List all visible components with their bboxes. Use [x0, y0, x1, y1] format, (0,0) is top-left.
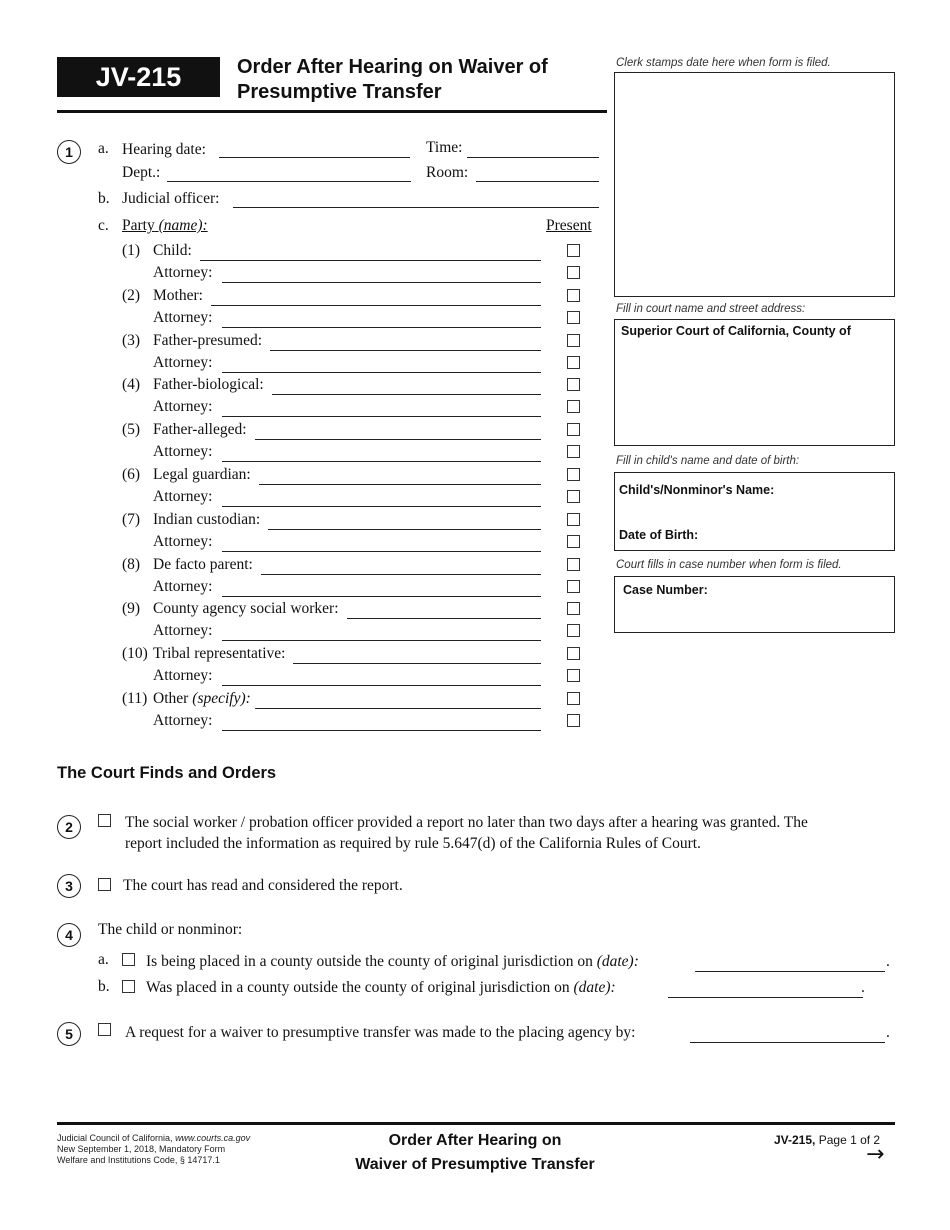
attorney-present-checkbox[interactable] — [567, 445, 580, 458]
child-caption: Fill in child's name and date of birth: — [616, 455, 800, 467]
footer-revision: New September 1, 2018, Mandatory Form — [57, 1144, 226, 1154]
form-title — [237, 55, 597, 105]
dob-label: Date of Birth: — [619, 528, 699, 542]
party-label — [153, 287, 207, 305]
party-present-checkbox[interactable] — [567, 602, 580, 615]
item-4-text: The child or nonminor: — [98, 921, 243, 938]
court-name-box[interactable] — [614, 319, 895, 446]
party-label-text: Child: — [153, 242, 192, 259]
party-label-text: Legal guardian: — [153, 466, 251, 483]
party-name-field[interactable] — [255, 708, 541, 709]
party-number: (5) — [122, 421, 141, 438]
time-field[interactable] — [467, 157, 599, 158]
party-number: (2) — [122, 287, 141, 304]
attorney-name-field[interactable] — [222, 282, 541, 283]
party-number: (11) — [122, 690, 148, 707]
item-4b-period: . — [861, 979, 865, 996]
party-label-text: Indian custodian: — [153, 511, 261, 528]
case-number-box[interactable] — [614, 576, 895, 633]
party-number: (8) — [122, 556, 141, 573]
present-header: Present — [546, 217, 592, 234]
attorney-name-field[interactable] — [222, 596, 541, 597]
item-5-field[interactable] — [690, 1042, 885, 1043]
party-label-text: Father-alleged: — [153, 421, 247, 438]
attorney-label: Attorney: — [153, 354, 213, 371]
item-4a-period: . — [886, 953, 890, 970]
party-present-checkbox[interactable] — [567, 378, 580, 391]
header-rule — [57, 110, 607, 113]
footer-council: Judicial Council of California, www.courts.ca.gov — [57, 1133, 251, 1143]
party-number: (7) — [122, 511, 141, 528]
attorney-label: Attorney: — [153, 712, 213, 729]
item-4a-date-field[interactable] — [695, 971, 885, 972]
party-number: (1) — [122, 242, 141, 259]
item-5-checkbox[interactable] — [98, 1023, 111, 1036]
section-title: The Court Finds and Orders — [57, 764, 277, 782]
party-present-checkbox[interactable] — [567, 558, 580, 571]
attorney-label: Attorney: — [153, 398, 213, 415]
attorney-name-field[interactable] — [222, 730, 541, 731]
form-title-line2: Presumptive Transfer — [237, 81, 442, 103]
party-specify-hint: (specify): — [192, 690, 251, 707]
party-label-text: County agency social worker: — [153, 600, 339, 617]
item-4a-text: Is being placed in a county outside the county of original jurisdiction on (date): — [146, 953, 639, 970]
party-name-field[interactable] — [259, 484, 541, 485]
item-5-text: A request for a waiver to presumptive transfer was made to the placing agency by: — [125, 1024, 636, 1041]
party-name-field[interactable] — [211, 305, 541, 306]
party-label — [153, 690, 251, 708]
attorney-present-checkbox[interactable] — [567, 356, 580, 369]
attorney-present-checkbox[interactable] — [567, 714, 580, 727]
attorney-present-checkbox[interactable] — [567, 266, 580, 279]
party-name-field[interactable] — [347, 618, 541, 619]
dept-field[interactable] — [167, 181, 411, 182]
party-label-text: Other — [153, 690, 189, 707]
party-label-text: De facto parent: — [153, 556, 253, 573]
item-4b-letter: b. — [98, 978, 110, 995]
hearing-date-field[interactable] — [219, 157, 410, 158]
party-name-field[interactable] — [261, 574, 541, 575]
item-1-number: 1 — [57, 140, 81, 164]
clerk-stamp-box — [614, 72, 895, 297]
party-label-text: Tribal representative: — [153, 645, 286, 662]
party-name-field[interactable] — [268, 529, 541, 530]
attorney-name-field[interactable] — [222, 327, 541, 328]
attorney-label: Attorney: — [153, 622, 213, 639]
clerk-stamp-caption: Clerk stamps date here when form is filed. — [616, 57, 831, 69]
attorney-name-field[interactable] — [222, 506, 541, 507]
item-2-line2: report included the information as required by rule 5.647(d) of the California Rules of Court. — [125, 835, 701, 852]
item-1c-letter: c. — [98, 217, 109, 234]
footer-page-info — [774, 1133, 880, 1147]
item-3-text: The court has read and considered the report. — [123, 877, 403, 894]
attorney-label: Attorney: — [153, 264, 213, 281]
footer-title — [300, 1129, 650, 1177]
footer-page-number: Page 1 of 2 — [818, 1133, 881, 1147]
item-2-number: 2 — [57, 815, 81, 839]
attorney-name-field[interactable] — [222, 416, 541, 417]
attorney-present-checkbox[interactable] — [567, 624, 580, 637]
attorney-name-field[interactable] — [222, 551, 541, 552]
item-5-period: . — [886, 1024, 890, 1041]
party-header: Party (name): — [122, 217, 208, 234]
item-4a-checkbox[interactable] — [122, 953, 135, 966]
form-id-badge — [57, 57, 220, 97]
room-label: Room: — [426, 164, 469, 181]
attorney-present-checkbox[interactable] — [567, 311, 580, 324]
item-4b-text: Was placed in a county outside the county of original jurisdiction on (date): — [146, 979, 616, 996]
footer-statute: Welfare and Institutions Code, § 14717.1 — [57, 1155, 220, 1165]
footer-form-id: JV-215, — [774, 1133, 816, 1147]
attorney-present-checkbox[interactable] — [567, 490, 580, 503]
party-label-text: Father-biological: — [153, 376, 264, 393]
party-present-checkbox[interactable] — [567, 423, 580, 436]
attorney-name-field[interactable] — [222, 640, 541, 641]
party-name-hint: (name): — [158, 217, 208, 234]
party-name-field[interactable] — [270, 350, 541, 351]
attorney-present-checkbox[interactable] — [567, 400, 580, 413]
item-1b-letter: b. — [98, 190, 110, 207]
party-label — [153, 242, 196, 260]
case-number-label: Case Number: — [623, 583, 708, 597]
item-4a-letter: a. — [98, 951, 109, 968]
item-4b-date-hint: (date): — [573, 979, 616, 996]
party-present-checkbox[interactable] — [567, 692, 580, 705]
party-number: (6) — [122, 466, 141, 483]
footer-website[interactable]: www.courts.ca.gov — [175, 1133, 251, 1143]
form-id: JV-215 — [95, 61, 182, 92]
child-name-label: Child's/Nonminor's Name: — [619, 483, 775, 497]
party-label — [153, 556, 257, 574]
party-label-text: Father-presumed: — [153, 332, 263, 349]
attorney-name-field[interactable] — [222, 372, 541, 373]
party-present-checkbox[interactable] — [567, 244, 580, 257]
party-number: (3) — [122, 332, 141, 349]
attorney-present-checkbox[interactable] — [567, 535, 580, 548]
item-3-checkbox[interactable] — [98, 878, 111, 891]
party-present-checkbox[interactable] — [567, 513, 580, 526]
item-4-number: 4 — [57, 923, 81, 947]
party-name-field[interactable] — [200, 260, 541, 261]
party-label — [153, 645, 289, 663]
footer-left — [57, 1133, 250, 1166]
hearing-date-label: Hearing date: — [122, 141, 206, 158]
item-4b-date-field[interactable] — [668, 997, 863, 998]
item-4b-checkbox[interactable] — [122, 980, 135, 993]
case-caption: Court fills in case number when form is filed. — [616, 559, 842, 571]
time-label: Time: — [426, 139, 463, 156]
party-label — [153, 511, 264, 529]
attorney-name-field[interactable] — [222, 461, 541, 462]
party-present-checkbox[interactable] — [567, 334, 580, 347]
attorney-label: Attorney: — [153, 488, 213, 505]
footer-title-line1: Order After Hearing on — [388, 1132, 562, 1149]
attorney-name-field[interactable] — [222, 685, 541, 686]
party-name-field[interactable] — [272, 394, 541, 395]
child-info-box[interactable] — [614, 472, 895, 551]
party-label — [153, 600, 343, 618]
party-name-field[interactable] — [255, 439, 541, 440]
court-name-label: Superior Court of California, County of — [621, 324, 851, 338]
attorney-label: Attorney: — [153, 309, 213, 326]
attorney-label: Attorney: — [153, 443, 213, 460]
judicial-officer-field[interactable] — [233, 207, 599, 208]
form-title-line1: Order After Hearing on Waiver of — [237, 56, 548, 78]
party-label — [153, 332, 266, 350]
party-label — [153, 466, 255, 484]
party-present-checkbox[interactable] — [567, 468, 580, 481]
party-number: (9) — [122, 600, 141, 617]
party-present-checkbox[interactable] — [567, 647, 580, 660]
item-3-number: 3 — [57, 874, 81, 898]
footer-title-line2: Waiver of Presumptive Transfer — [355, 1156, 595, 1173]
party-label — [153, 376, 268, 394]
room-field[interactable] — [476, 181, 599, 182]
item-4a-date-hint: (date): — [596, 953, 639, 970]
judicial-officer-label: Judicial officer: — [122, 190, 220, 207]
party-name-field[interactable] — [293, 663, 541, 664]
dept-label: Dept.: — [122, 164, 161, 181]
item-5-number: 5 — [57, 1022, 81, 1046]
party-label-text: Mother: — [153, 287, 203, 304]
item-1a-letter: a. — [98, 140, 109, 157]
party-present-checkbox[interactable] — [567, 289, 580, 302]
item-2-checkbox[interactable] — [98, 814, 111, 827]
court-caption: Fill in court name and street address: — [616, 303, 806, 315]
attorney-present-checkbox[interactable] — [567, 669, 580, 682]
party-number: (4) — [122, 376, 141, 393]
item-2-line1: The social worker / probation officer provided a report no later than two days after a hearing was granted. The — [125, 814, 808, 831]
footer-rule — [57, 1122, 895, 1125]
party-label — [153, 421, 251, 439]
next-page-arrow-icon[interactable]: → — [866, 1142, 885, 1167]
attorney-label: Attorney: — [153, 533, 213, 550]
party-number: (10) — [122, 645, 148, 662]
attorney-label: Attorney: — [153, 667, 213, 684]
attorney-label: Attorney: — [153, 578, 213, 595]
attorney-present-checkbox[interactable] — [567, 580, 580, 593]
